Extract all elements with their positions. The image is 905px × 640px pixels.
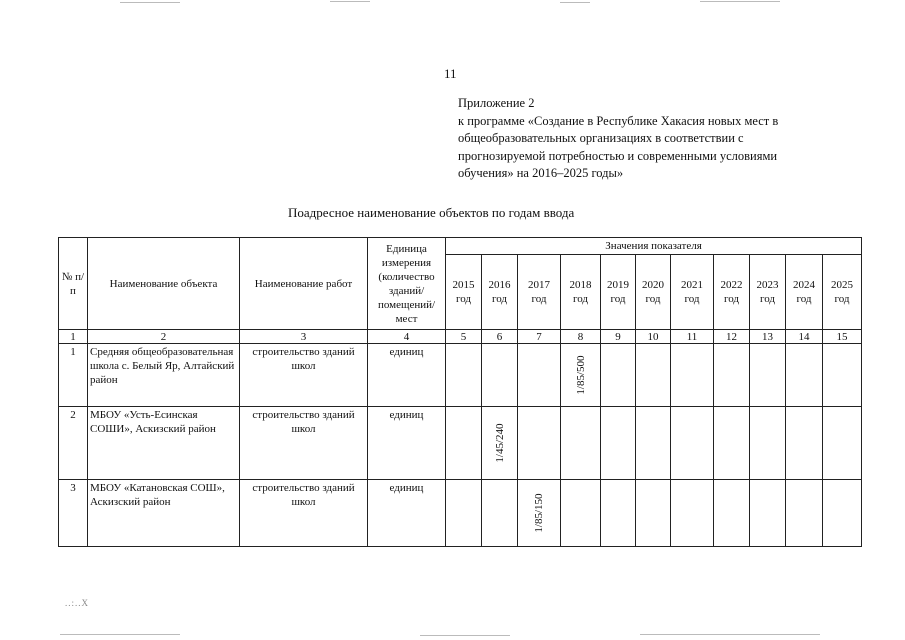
year-header: 2024 год xyxy=(786,255,823,330)
year-header: 2023 год xyxy=(750,255,786,330)
value-cell xyxy=(750,480,786,547)
row-number: 3 xyxy=(59,480,88,547)
year-header: 2021 год xyxy=(671,255,714,330)
col-header-values: Значения показателя xyxy=(446,238,862,255)
unit: единиц xyxy=(368,480,446,547)
value-cell xyxy=(518,407,561,480)
value-cell xyxy=(482,480,518,547)
column-index: 5 xyxy=(446,330,482,344)
value-cell xyxy=(823,480,862,547)
column-index: 15 xyxy=(823,330,862,344)
column-index: 2 xyxy=(88,330,240,344)
col-header-object-name: Наименование объекта xyxy=(88,238,240,330)
year-header: 2025 год xyxy=(823,255,862,330)
year-header: 2022 год xyxy=(714,255,750,330)
value-cell xyxy=(671,480,714,547)
value-cell xyxy=(750,407,786,480)
column-index: 9 xyxy=(601,330,636,344)
column-index: 3 xyxy=(240,330,368,344)
year-header: 2016 год xyxy=(482,255,518,330)
object-name: Средняя общеобразовательная школа с. Белый Яр, Алтайский район xyxy=(88,344,240,407)
column-index: 12 xyxy=(714,330,750,344)
value-text: 1/85/500 xyxy=(574,355,587,395)
value-cell xyxy=(636,480,671,547)
table-row xyxy=(59,407,862,480)
value-cell xyxy=(671,344,714,407)
value-cell xyxy=(823,407,862,480)
value-text: 1/45/240 xyxy=(493,423,506,463)
value-cell xyxy=(561,344,601,407)
table-title: Поадресное наименование объектов по годам ввода xyxy=(288,205,575,220)
value-cell xyxy=(786,344,823,407)
value-cell xyxy=(636,344,671,407)
unit: единиц xyxy=(368,344,446,407)
value-cell xyxy=(446,407,482,480)
page-number: 11 xyxy=(444,66,457,81)
scan-footer-mark: ..:..X xyxy=(65,598,89,608)
appendix-header xyxy=(458,95,838,183)
value-cell xyxy=(750,344,786,407)
value-cell xyxy=(786,407,823,480)
appendix-line: обучения» на 2016–2025 годы» xyxy=(458,166,624,180)
year-header: 2020 год xyxy=(636,255,671,330)
appendix-line: общеобразовательных организациях в соответствии с xyxy=(458,131,744,145)
objects-table xyxy=(58,237,862,547)
value-cell xyxy=(601,480,636,547)
appendix-line: к программе «Создание в Республике Хакасия новых мест в xyxy=(458,113,779,128)
year-header: 2015 год xyxy=(446,255,482,330)
value-cell xyxy=(482,344,518,407)
column-index: 4 xyxy=(368,330,446,344)
column-index: 6 xyxy=(482,330,518,344)
unit: единиц xyxy=(368,407,446,480)
work-name: строительство зданий школ xyxy=(240,480,368,547)
value-cell xyxy=(601,344,636,407)
column-index: 11 xyxy=(671,330,714,344)
row-number: 2 xyxy=(59,407,88,480)
year-header: 2019 год xyxy=(601,255,636,330)
column-index: 14 xyxy=(786,330,823,344)
object-name: МБОУ «Катановская СОШ», Аскизский район xyxy=(88,480,240,547)
value-cell xyxy=(446,480,482,547)
value-cell xyxy=(714,344,750,407)
year-header: 2017 год xyxy=(518,255,561,330)
value-cell xyxy=(601,407,636,480)
work-name: строительство зданий школ xyxy=(240,407,368,480)
column-index: 1 xyxy=(59,330,88,344)
value-cell xyxy=(714,480,750,547)
column-index: 7 xyxy=(518,330,561,344)
value-cell xyxy=(823,344,862,407)
value-cell xyxy=(446,344,482,407)
col-header-work-name: Наименование работ xyxy=(240,238,368,330)
value-cell xyxy=(518,480,561,547)
value-cell xyxy=(786,480,823,547)
value-cell xyxy=(636,407,671,480)
year-header: 2018 год xyxy=(561,255,601,330)
col-header-number: № п/п xyxy=(59,238,88,330)
table-row xyxy=(59,480,862,547)
value-text: 1/85/150 xyxy=(533,493,545,533)
row-number: 1 xyxy=(59,344,88,407)
col-header-unit: Единица измерения (количество зданий/ помещений/ мест xyxy=(368,238,446,330)
work-name: строительство зданий школ xyxy=(240,344,368,407)
value-cell xyxy=(714,407,750,480)
table-row xyxy=(59,344,862,407)
value-cell xyxy=(518,344,561,407)
column-index: 13 xyxy=(750,330,786,344)
column-index-row xyxy=(59,330,862,344)
value-cell xyxy=(671,407,714,480)
value-cell xyxy=(561,480,601,547)
column-index: 10 xyxy=(636,330,671,344)
appendix-line: Приложение 2 xyxy=(458,96,535,110)
header-row xyxy=(59,238,862,255)
appendix-line: прогнозируемой потребностью и современными условиями xyxy=(458,148,778,163)
value-cell xyxy=(561,407,601,480)
value-cell xyxy=(482,407,518,480)
object-name: МБОУ «Усть-Есинская СОШИ», Аскизский район xyxy=(88,407,240,480)
column-index: 8 xyxy=(561,330,601,344)
